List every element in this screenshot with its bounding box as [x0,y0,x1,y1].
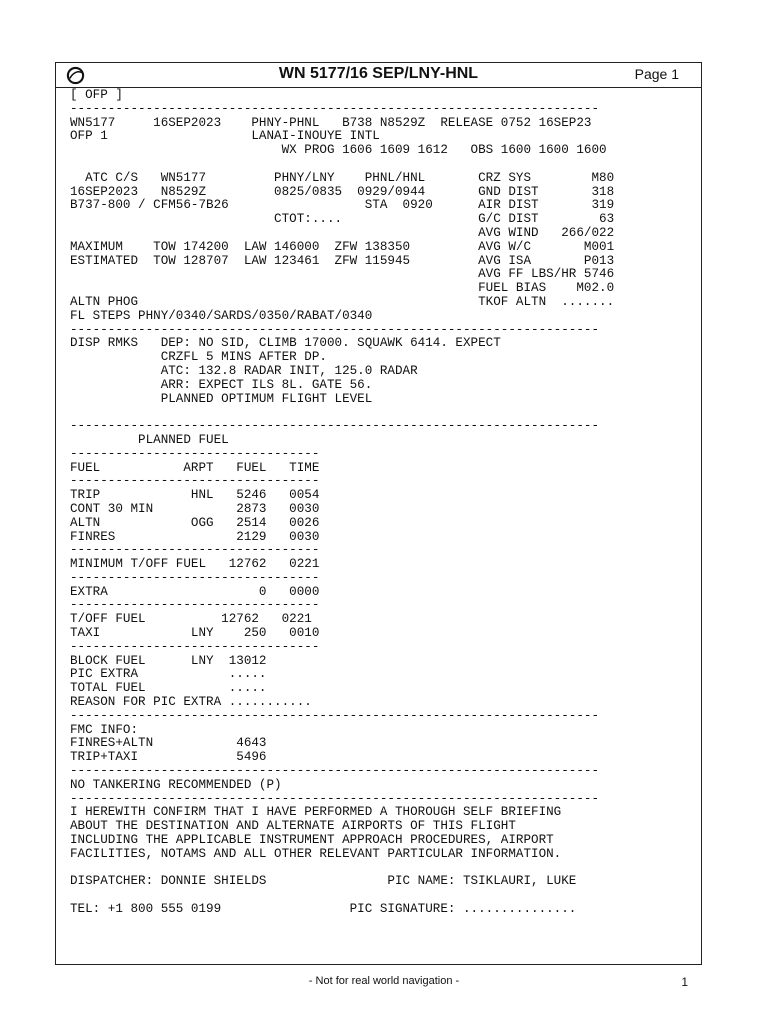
footer-notice: - Not for real world navigation - [308,975,460,987]
ofp-line: --------------------------------- [70,639,320,654]
ofp-line: NO TANKERING RECOMMENDED (P) [70,777,282,792]
ofp-line: FACILITIES, NOTAMS AND ALL OTHER RELEVANT PARTICULAR INFORMATION. [70,846,562,861]
ofp-line: MAXIMUM TOW 174200 LAW 146000 ZFW 138350 AVG W/C M001 [70,239,615,254]
ofp-line: ATC: 132.8 RADAR INIT, 125.0 RADAR [70,363,418,378]
ofp-line: CONT 30 MIN 2873 0030 [70,501,320,516]
ofp-line: ARR: EXPECT ILS 8L. GATE 56. [70,377,373,392]
ofp-line: REASON FOR PIC EXTRA ........... [70,695,312,710]
ofp-body-text [70,89,614,917]
ofp-line: [ OFP ] [70,88,123,102]
ofp-line: 16SEP2023 N8529Z 0825/0835 0929/0944 GND DIST 318 [70,184,615,199]
ofp-line: --------------------------------- [70,570,320,585]
ofp-line: AVG WIND 266/022 [70,225,615,240]
ofp-line: B737-800 / CFM56-7B26 STA 0920 AIR DIST 319 [70,198,615,213]
ofp-line: WN5177 16SEP2023 PHNY-PHNL B738 N8529Z RELEASE 0752 16SEP23 [70,115,592,130]
ofp-line: TRIP HNL 5246 0054 [70,488,320,503]
ofp-line: FUEL ARPT FUEL TIME [70,460,320,475]
ofp-line: T/OFF FUEL 12762 0221 [70,612,312,627]
ofp-line: --------------------------------- [70,474,320,489]
ofp-line: ABOUT THE DESTINATION AND ALTERNATE AIRPORTS OF THIS FLIGHT [70,819,516,834]
ofp-line: ALTN OGG 2514 0026 [70,515,320,530]
ofp-line: CTOT:.... G/C DIST 63 [70,212,615,227]
ofp-line: PLANNED FUEL [70,432,229,447]
ofp-line: ---------------------------------------------------------------------- [70,419,600,434]
ofp-line: INCLUDING THE APPLICABLE INSTRUMENT APPROACH PROCEDURES, AIRPORT [70,833,554,848]
ofp-line: PLANNED OPTIMUM FLIGHT LEVEL [70,391,373,406]
ofp-line: ---------------------------------------------------------------------- [70,322,600,337]
ofp-line: DISP RMKS DEP: NO SID, CLIMB 17000. SQUAWK 6414. EXPECT [70,336,501,351]
ofp-line: DISPATCHER: DONNIE SHIELDS PIC NAME: TSIKLAURI, LUKE [70,874,577,889]
ofp-line: FINRES 2129 0030 [70,529,320,544]
ofp-line: ---------------------------------------------------------------------- [70,708,600,723]
ofp-line: ---------------------------------------------------------------------- [70,791,600,806]
ofp-line: CRZFL 5 MINS AFTER DP. [70,350,327,365]
ofp-line: AVG FF LBS/HR 5746 [70,267,615,282]
ofp-line: ---------------------------------------------------------------------- [70,764,600,779]
ofp-line: TRIP+TAXI 5496 [70,750,267,765]
ofp-line: --------------------------------- [70,598,320,613]
ofp-line: TAXI LNY 250 0010 [70,626,320,641]
document-title: WN 5177/16 SEP/LNY-HNL [278,65,479,82]
ofp-line: ALTN PHOG TKOF ALTN ....... [70,294,615,309]
ofp-line: FMC INFO: [70,722,139,737]
ofp-line: ESTIMATED TOW 128707 LAW 123461 ZFW 115945 AVG ISA P013 [70,253,615,268]
ofp-line: ATC C/S WN5177 PHNY/LNY PHNL/HNL CRZ SYS M80 [70,170,615,185]
ofp-line: TOTAL FUEL ..... [70,681,267,696]
ofp-line: MINIMUM T/OFF FUEL 12762 0221 [70,557,320,572]
ofp-document-frame [55,62,702,965]
ofp-line: OFP 1 LANAI-INOUYE INTL [70,129,380,144]
ofp-line: EXTRA 0 0000 [70,584,320,599]
ofp-line: ---------------------------------------------------------------------- [70,101,600,116]
ofp-line: --------------------------------- [70,543,320,558]
page-label: Page 1 [634,66,679,82]
ofp-line: BLOCK FUEL LNY 13012 [70,653,267,668]
document-header [56,63,701,88]
ofp-line: TEL: +1 800 555 0199 PIC SIGNATURE: ............... [70,902,577,917]
ofp-line: FUEL BIAS M02.0 [70,281,615,296]
ofp-line: FL STEPS PHNY/0340/SARDS/0350/RABAT/0340 [70,308,373,323]
ofp-line: --------------------------------- [70,446,320,461]
ofp-line: FINRES+ALTN 4643 [70,736,267,751]
ofp-line: I HEREWITH CONFIRM THAT I HAVE PERFORMED A THOROUGH SELF BRIEFING [70,805,562,820]
ofp-line: PIC EXTRA ..... [70,667,267,682]
ofp-line: WX PROG 1606 1609 1612 OBS 1600 1600 1600 [70,143,607,158]
footer-page-number: 1 [681,975,688,989]
